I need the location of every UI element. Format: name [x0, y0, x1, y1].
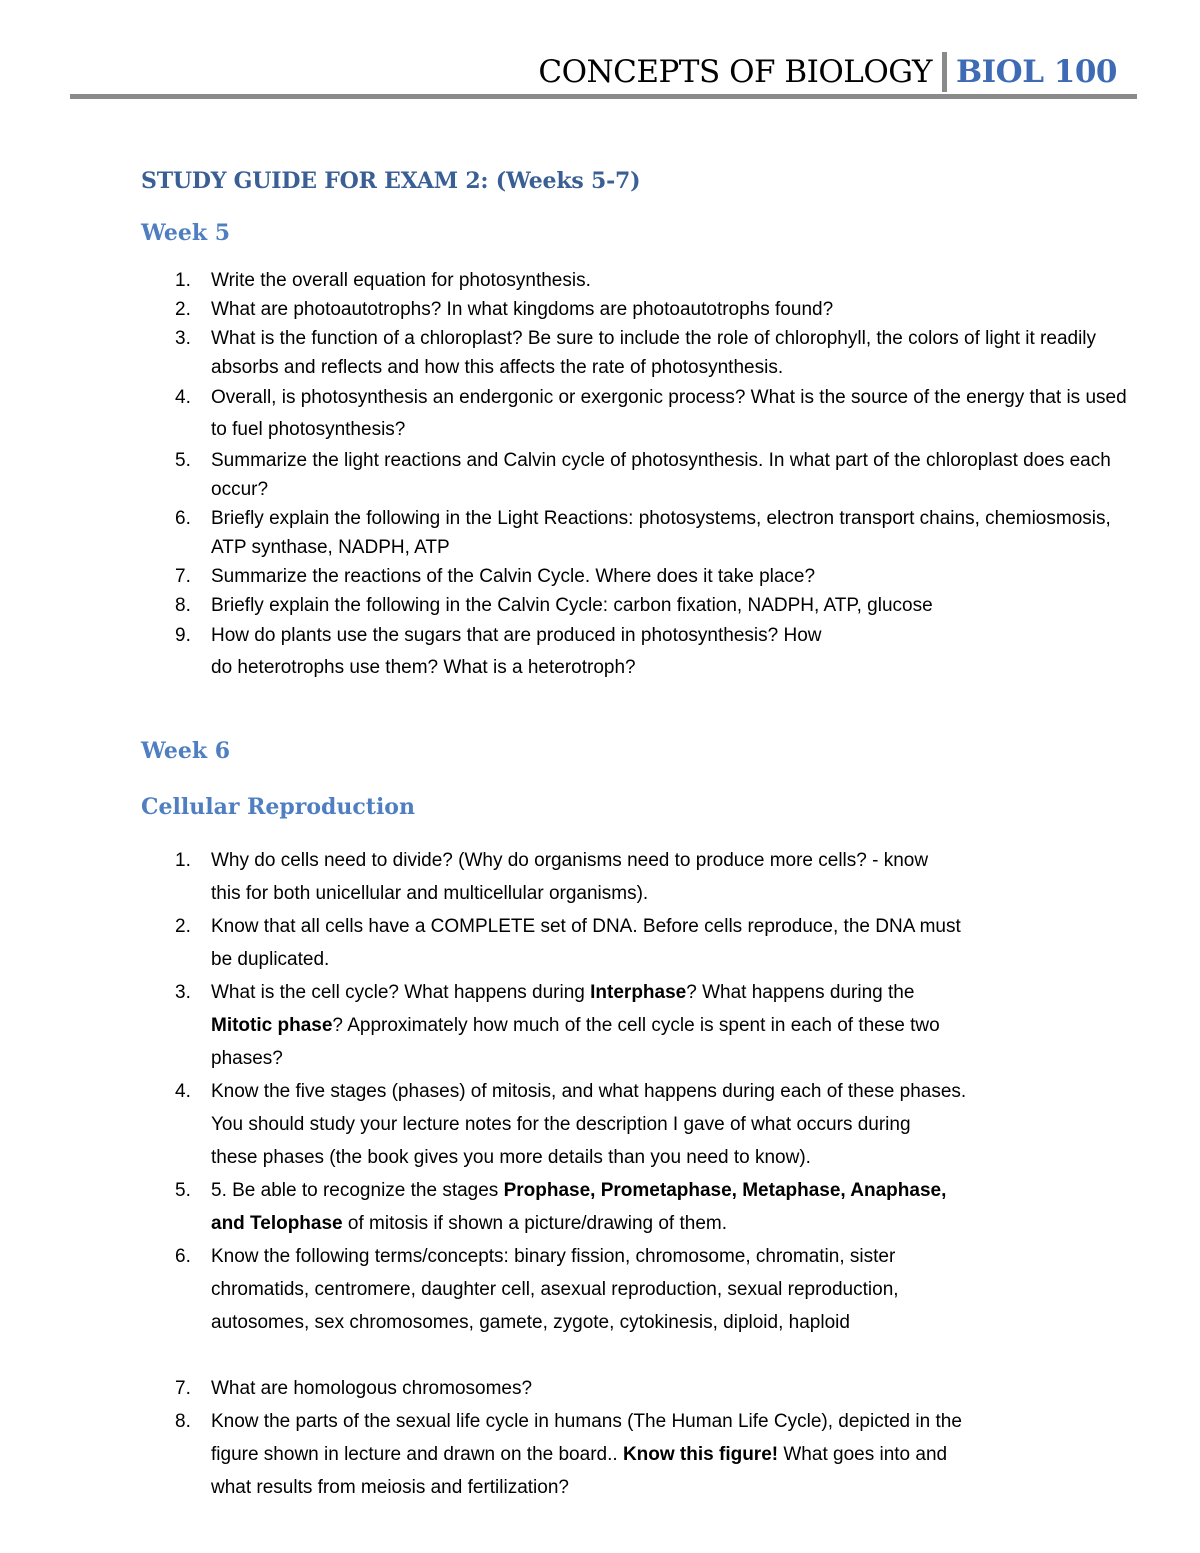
list-item: 8. Know the parts of the sexual life cycle in humans (The Human Life Cycle), depicted in the figure shown in lecture and drawn on the board.. Know this figure! What goes into and what results from meiosis and fertilization? — [175, 1411, 962, 1498]
document-body — [141, 168, 1131, 1504]
list-item: 4. Know the five stages (phases) of mitosis, and what happens during each of these phases. You should study your lecture notes for the description I gave of what occurs during these phases (the book gives you more details than you need to know). — [175, 1081, 967, 1168]
list-item: 6. Know the following terms/concepts: binary fission, chromosome, chromatin, sister chromatids, centromere, daughter cell, asexual reproduction, sexual reproduction, autosomes, sex chromosomes, gamete, zygote, cytokinesis, diploid, haploid — [175, 1246, 899, 1333]
header-title-group — [538, 52, 1117, 92]
list-item: 6. Briefly explain the following in the Light Reactions: photosystems, electron transport chains, chemiosmosis, ATP synthase, NADPH, ATP — [175, 508, 1111, 558]
course-code: BIOL 100 — [942, 52, 1117, 92]
list-item: 3. What is the cell cycle? What happens during Interphase? What happens during the Mitotic phase? Approximately how much of the cell cycle is spent in each of these two phases? — [175, 982, 940, 1069]
document-title: STUDY GUIDE FOR EXAM 2: (Weeks 5-7) — [141, 168, 641, 194]
list-item: 1. Write the overall equation for photosynthesis. — [175, 270, 591, 291]
page-header — [70, 50, 1137, 99]
list-item: 9. How do plants use the sugars that are produced in photosynthesis? How do heterotrophs use them? What is a heterotroph? — [175, 625, 822, 678]
list-item: 5. Summarize the light reactions and Calvin cycle of photosynthesis. In what part of the chloroplast does each occur? — [175, 450, 1111, 500]
list-item: 4. Overall, is photosynthesis an endergonic or exergonic process? What is the source of the energy that is used to fuel photosynthesis? — [175, 387, 1127, 440]
list-item: 7. What are homologous chromosomes? — [175, 1378, 533, 1399]
week5-heading: Week 5 — [141, 220, 231, 246]
week6-question-list — [141, 844, 1131, 1339]
week5-question-list — [141, 266, 1131, 684]
week6-question-list-continued — [141, 1372, 1131, 1504]
list-item: 2. Know that all cells have a COMPLETE set of DNA. Before cells reproduce, the DNA must be duplicated. — [175, 916, 961, 970]
week6-subheading: Cellular Reproduction — [141, 794, 415, 820]
list-item: 8. Briefly explain the following in the Calvin Cycle: carbon fixation, NADPH, ATP, glucose — [175, 595, 933, 616]
list-item: 2. What are photoautotrophs? In what kingdoms are photoautotrophs found? — [175, 299, 834, 320]
list-item: 3. What is the function of a chloroplast? Be sure to include the role of chlorophyll, the colors of light it readily absorbs and reflects and how this affects the rate of photosynthesis. — [175, 328, 1097, 378]
list-item: 1. Why do cells need to divide? (Why do organisms need to produce more cells? - know this for both unicellular and multicellular organisms). — [175, 850, 929, 904]
list-item: 7. Summarize the reactions of the Calvin Cycle. Where does it take place? — [175, 566, 816, 587]
list-item: 5. 5. Be able to recognize the stages Prophase, Prometaphase, Metaphase, Anaphase, and Telophase of mitosis if shown a picture/drawing of them. — [175, 1180, 947, 1234]
week6-heading: Week 6 — [141, 738, 231, 764]
course-title: CONCEPTS OF BIOLOGY — [538, 54, 932, 90]
